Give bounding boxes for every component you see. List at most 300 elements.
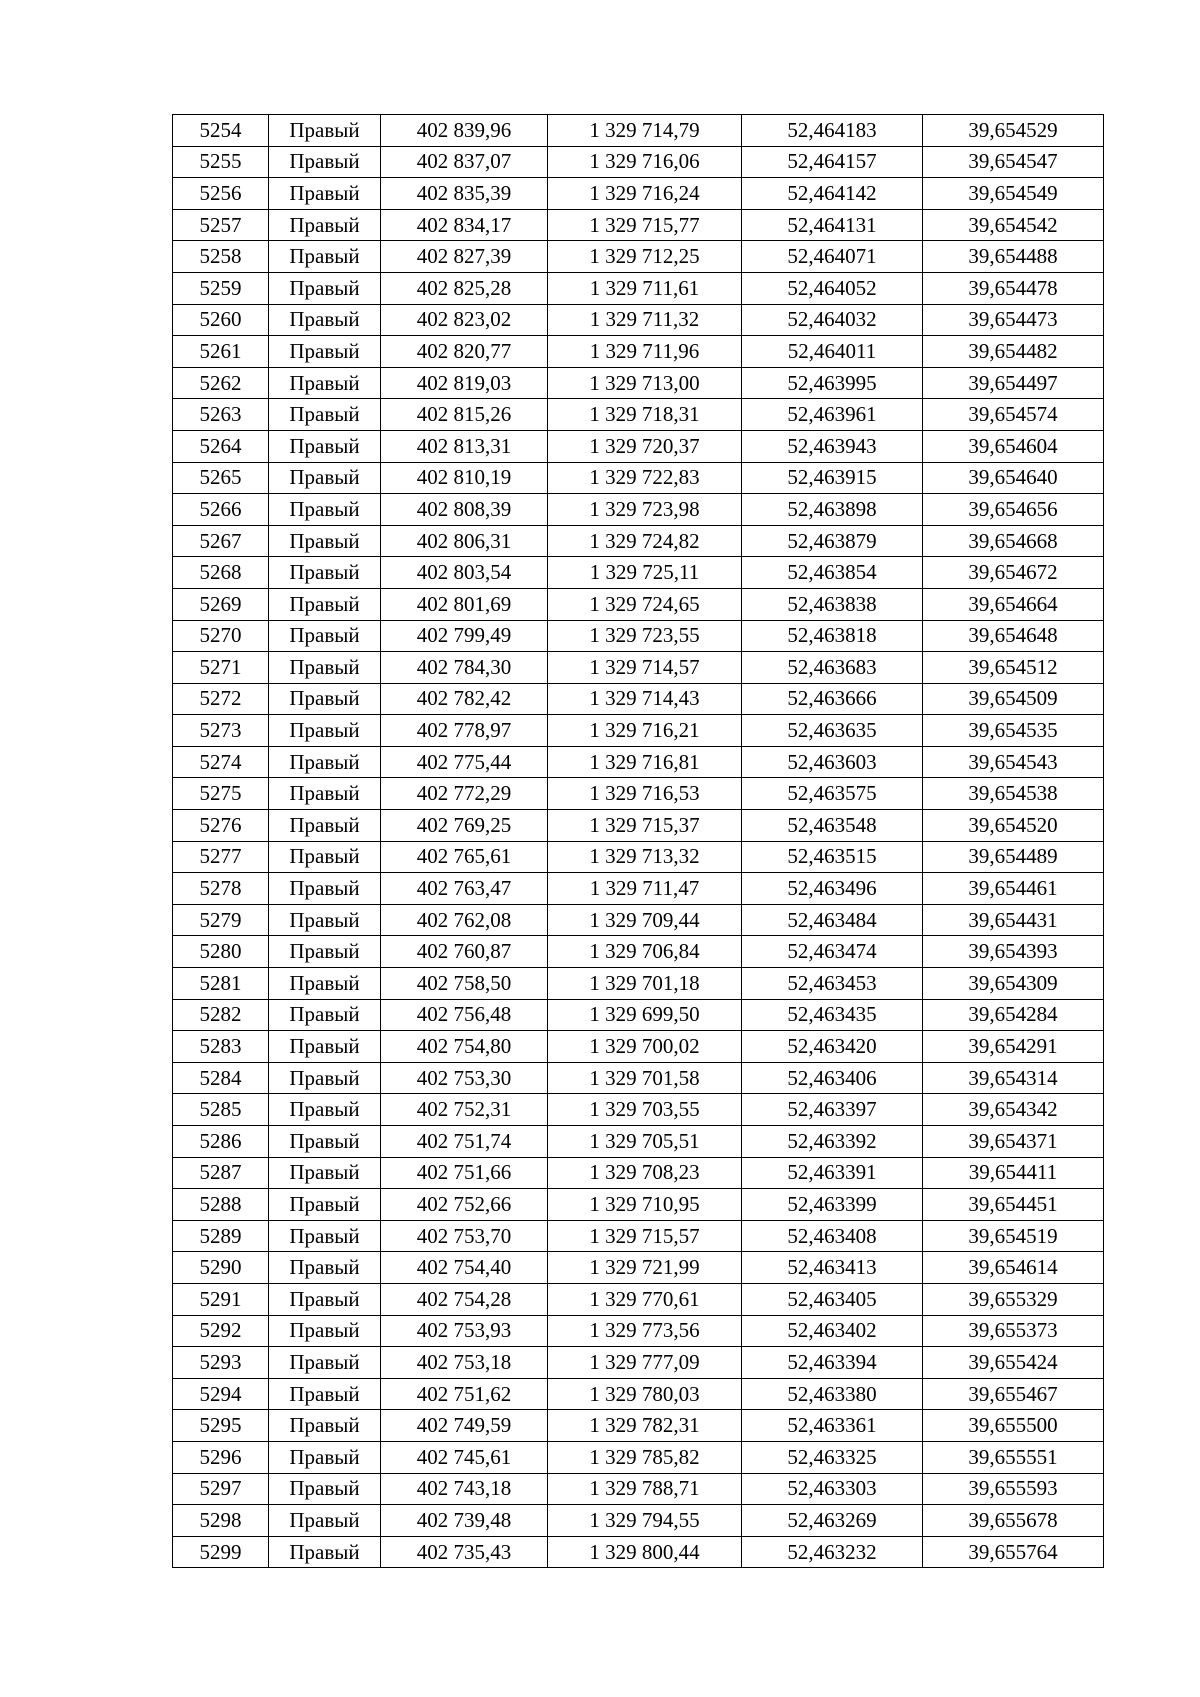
longitude-cell: 39,654648 bbox=[923, 620, 1104, 652]
side-cell: Правый bbox=[269, 873, 381, 905]
latitude-cell: 52,463394 bbox=[742, 1347, 923, 1379]
point-number-cell: 5260 bbox=[173, 304, 269, 336]
latitude-cell: 52,463303 bbox=[742, 1473, 923, 1505]
side-cell: Правый bbox=[269, 146, 381, 178]
table-row bbox=[173, 146, 1104, 178]
point-number-cell: 5256 bbox=[173, 178, 269, 210]
point-number-cell: 5295 bbox=[173, 1410, 269, 1442]
latitude-cell: 52,463405 bbox=[742, 1283, 923, 1315]
latitude-cell: 52,463995 bbox=[742, 367, 923, 399]
y-coordinate-cell: 1 329 716,21 bbox=[548, 715, 742, 747]
y-coordinate-cell: 1 329 713,00 bbox=[548, 367, 742, 399]
longitude-cell: 39,654314 bbox=[923, 1062, 1104, 1094]
point-number-cell: 5280 bbox=[173, 936, 269, 968]
point-number-cell: 5275 bbox=[173, 778, 269, 810]
side-cell: Правый bbox=[269, 399, 381, 431]
table-row bbox=[173, 904, 1104, 936]
x-coordinate-cell: 402 839,96 bbox=[381, 115, 548, 147]
latitude-cell: 52,464142 bbox=[742, 178, 923, 210]
table-row bbox=[173, 494, 1104, 526]
latitude-cell: 52,463391 bbox=[742, 1157, 923, 1189]
x-coordinate-cell: 402 834,17 bbox=[381, 209, 548, 241]
y-coordinate-cell: 1 329 721,99 bbox=[548, 1252, 742, 1284]
side-cell: Правый bbox=[269, 241, 381, 273]
latitude-cell: 52,463635 bbox=[742, 715, 923, 747]
point-number-cell: 5266 bbox=[173, 494, 269, 526]
side-cell: Правый bbox=[269, 1220, 381, 1252]
latitude-cell: 52,463838 bbox=[742, 588, 923, 620]
latitude-cell: 52,463515 bbox=[742, 841, 923, 873]
table-row bbox=[173, 810, 1104, 842]
longitude-cell: 39,654478 bbox=[923, 272, 1104, 304]
longitude-cell: 39,655329 bbox=[923, 1283, 1104, 1315]
longitude-cell: 39,654473 bbox=[923, 304, 1104, 336]
x-coordinate-cell: 402 754,40 bbox=[381, 1252, 548, 1284]
side-cell: Правый bbox=[269, 304, 381, 336]
x-coordinate-cell: 402 751,66 bbox=[381, 1157, 548, 1189]
longitude-cell: 39,654664 bbox=[923, 588, 1104, 620]
y-coordinate-cell: 1 329 703,55 bbox=[548, 1094, 742, 1126]
table-row bbox=[173, 1157, 1104, 1189]
side-cell: Правый bbox=[269, 1410, 381, 1442]
side-cell: Правый bbox=[269, 1062, 381, 1094]
side-cell: Правый bbox=[269, 494, 381, 526]
latitude-cell: 52,463818 bbox=[742, 620, 923, 652]
table-row bbox=[173, 778, 1104, 810]
table-row bbox=[173, 304, 1104, 336]
side-cell: Правый bbox=[269, 620, 381, 652]
latitude-cell: 52,463361 bbox=[742, 1410, 923, 1442]
table-row bbox=[173, 1441, 1104, 1473]
latitude-cell: 52,463603 bbox=[742, 746, 923, 778]
x-coordinate-cell: 402 763,47 bbox=[381, 873, 548, 905]
x-coordinate-cell: 402 784,30 bbox=[381, 652, 548, 684]
latitude-cell: 52,463898 bbox=[742, 494, 923, 526]
side-cell: Правый bbox=[269, 999, 381, 1031]
point-number-cell: 5263 bbox=[173, 399, 269, 431]
side-cell: Правый bbox=[269, 367, 381, 399]
x-coordinate-cell: 402 762,08 bbox=[381, 904, 548, 936]
side-cell: Правый bbox=[269, 683, 381, 715]
point-number-cell: 5255 bbox=[173, 146, 269, 178]
side-cell: Правый bbox=[269, 178, 381, 210]
y-coordinate-cell: 1 329 714,57 bbox=[548, 652, 742, 684]
longitude-cell: 39,654342 bbox=[923, 1094, 1104, 1126]
latitude-cell: 52,464032 bbox=[742, 304, 923, 336]
x-coordinate-cell: 402 815,26 bbox=[381, 399, 548, 431]
point-number-cell: 5259 bbox=[173, 272, 269, 304]
x-coordinate-cell: 402 827,39 bbox=[381, 241, 548, 273]
table-row bbox=[173, 115, 1104, 147]
table-row bbox=[173, 1189, 1104, 1221]
side-cell: Правый bbox=[269, 1378, 381, 1410]
latitude-cell: 52,463666 bbox=[742, 683, 923, 715]
longitude-cell: 39,655593 bbox=[923, 1473, 1104, 1505]
y-coordinate-cell: 1 329 718,31 bbox=[548, 399, 742, 431]
point-number-cell: 5276 bbox=[173, 810, 269, 842]
longitude-cell: 39,654371 bbox=[923, 1126, 1104, 1158]
point-number-cell: 5268 bbox=[173, 557, 269, 589]
y-coordinate-cell: 1 329 725,11 bbox=[548, 557, 742, 589]
side-cell: Правый bbox=[269, 841, 381, 873]
point-number-cell: 5296 bbox=[173, 1441, 269, 1473]
y-coordinate-cell: 1 329 716,24 bbox=[548, 178, 742, 210]
side-cell: Правый bbox=[269, 430, 381, 462]
point-number-cell: 5283 bbox=[173, 1031, 269, 1063]
x-coordinate-cell: 402 803,54 bbox=[381, 557, 548, 589]
longitude-cell: 39,654520 bbox=[923, 810, 1104, 842]
point-number-cell: 5277 bbox=[173, 841, 269, 873]
latitude-cell: 52,464157 bbox=[742, 146, 923, 178]
longitude-cell: 39,655424 bbox=[923, 1347, 1104, 1379]
point-number-cell: 5286 bbox=[173, 1126, 269, 1158]
point-number-cell: 5274 bbox=[173, 746, 269, 778]
latitude-cell: 52,463683 bbox=[742, 652, 923, 684]
point-number-cell: 5270 bbox=[173, 620, 269, 652]
longitude-cell: 39,654393 bbox=[923, 936, 1104, 968]
x-coordinate-cell: 402 739,48 bbox=[381, 1505, 548, 1537]
table-row bbox=[173, 1283, 1104, 1315]
y-coordinate-cell: 1 329 800,44 bbox=[548, 1536, 742, 1568]
x-coordinate-cell: 402 810,19 bbox=[381, 462, 548, 494]
latitude-cell: 52,463435 bbox=[742, 999, 923, 1031]
y-coordinate-cell: 1 329 710,95 bbox=[548, 1189, 742, 1221]
table-row bbox=[173, 557, 1104, 589]
y-coordinate-cell: 1 329 711,47 bbox=[548, 873, 742, 905]
side-cell: Правый bbox=[269, 1252, 381, 1284]
table-row bbox=[173, 1252, 1104, 1284]
longitude-cell: 39,654529 bbox=[923, 115, 1104, 147]
x-coordinate-cell: 402 753,70 bbox=[381, 1220, 548, 1252]
point-number-cell: 5279 bbox=[173, 904, 269, 936]
longitude-cell: 39,655678 bbox=[923, 1505, 1104, 1537]
side-cell: Правый bbox=[269, 115, 381, 147]
side-cell: Правый bbox=[269, 1536, 381, 1568]
y-coordinate-cell: 1 329 723,55 bbox=[548, 620, 742, 652]
side-cell: Правый bbox=[269, 525, 381, 557]
point-number-cell: 5288 bbox=[173, 1189, 269, 1221]
x-coordinate-cell: 402 756,48 bbox=[381, 999, 548, 1031]
x-coordinate-cell: 402 772,29 bbox=[381, 778, 548, 810]
longitude-cell: 39,654431 bbox=[923, 904, 1104, 936]
table-row bbox=[173, 936, 1104, 968]
side-cell: Правый bbox=[269, 1283, 381, 1315]
side-cell: Правый bbox=[269, 936, 381, 968]
x-coordinate-cell: 402 808,39 bbox=[381, 494, 548, 526]
side-cell: Правый bbox=[269, 1031, 381, 1063]
table-row bbox=[173, 1031, 1104, 1063]
point-number-cell: 5294 bbox=[173, 1378, 269, 1410]
x-coordinate-cell: 402 760,87 bbox=[381, 936, 548, 968]
side-cell: Правый bbox=[269, 588, 381, 620]
latitude-cell: 52,463961 bbox=[742, 399, 923, 431]
side-cell: Правый bbox=[269, 336, 381, 368]
y-coordinate-cell: 1 329 716,81 bbox=[548, 746, 742, 778]
coordinates-table bbox=[172, 114, 1104, 1568]
x-coordinate-cell: 402 823,02 bbox=[381, 304, 548, 336]
point-number-cell: 5298 bbox=[173, 1505, 269, 1537]
table-row bbox=[173, 999, 1104, 1031]
point-number-cell: 5297 bbox=[173, 1473, 269, 1505]
x-coordinate-cell: 402 753,30 bbox=[381, 1062, 548, 1094]
point-number-cell: 5281 bbox=[173, 968, 269, 1000]
longitude-cell: 39,654519 bbox=[923, 1220, 1104, 1252]
side-cell: Правый bbox=[269, 810, 381, 842]
table-row bbox=[173, 525, 1104, 557]
latitude-cell: 52,463548 bbox=[742, 810, 923, 842]
longitude-cell: 39,654411 bbox=[923, 1157, 1104, 1189]
side-cell: Правый bbox=[269, 715, 381, 747]
point-number-cell: 5273 bbox=[173, 715, 269, 747]
longitude-cell: 39,654672 bbox=[923, 557, 1104, 589]
y-coordinate-cell: 1 329 794,55 bbox=[548, 1505, 742, 1537]
latitude-cell: 52,464052 bbox=[742, 272, 923, 304]
longitude-cell: 39,654482 bbox=[923, 336, 1104, 368]
table-row bbox=[173, 1126, 1104, 1158]
x-coordinate-cell: 402 752,31 bbox=[381, 1094, 548, 1126]
coordinates-table-body bbox=[173, 115, 1104, 1568]
table-row bbox=[173, 841, 1104, 873]
y-coordinate-cell: 1 329 712,25 bbox=[548, 241, 742, 273]
x-coordinate-cell: 402 752,66 bbox=[381, 1189, 548, 1221]
latitude-cell: 52,464131 bbox=[742, 209, 923, 241]
longitude-cell: 39,654451 bbox=[923, 1189, 1104, 1221]
table-row bbox=[173, 1378, 1104, 1410]
latitude-cell: 52,463575 bbox=[742, 778, 923, 810]
x-coordinate-cell: 402 835,39 bbox=[381, 178, 548, 210]
x-coordinate-cell: 402 819,03 bbox=[381, 367, 548, 399]
y-coordinate-cell: 1 329 715,77 bbox=[548, 209, 742, 241]
side-cell: Правый bbox=[269, 652, 381, 684]
side-cell: Правый bbox=[269, 272, 381, 304]
x-coordinate-cell: 402 806,31 bbox=[381, 525, 548, 557]
x-coordinate-cell: 402 751,74 bbox=[381, 1126, 548, 1158]
y-coordinate-cell: 1 329 773,56 bbox=[548, 1315, 742, 1347]
x-coordinate-cell: 402 769,25 bbox=[381, 810, 548, 842]
y-coordinate-cell: 1 329 711,61 bbox=[548, 272, 742, 304]
point-number-cell: 5299 bbox=[173, 1536, 269, 1568]
point-number-cell: 5285 bbox=[173, 1094, 269, 1126]
point-number-cell: 5271 bbox=[173, 652, 269, 684]
y-coordinate-cell: 1 329 711,96 bbox=[548, 336, 742, 368]
point-number-cell: 5258 bbox=[173, 241, 269, 273]
table-row bbox=[173, 336, 1104, 368]
longitude-cell: 39,654574 bbox=[923, 399, 1104, 431]
longitude-cell: 39,654538 bbox=[923, 778, 1104, 810]
point-number-cell: 5257 bbox=[173, 209, 269, 241]
y-coordinate-cell: 1 329 705,51 bbox=[548, 1126, 742, 1158]
longitude-cell: 39,654461 bbox=[923, 873, 1104, 905]
x-coordinate-cell: 402 753,93 bbox=[381, 1315, 548, 1347]
longitude-cell: 39,654509 bbox=[923, 683, 1104, 715]
longitude-cell: 39,654668 bbox=[923, 525, 1104, 557]
longitude-cell: 39,654488 bbox=[923, 241, 1104, 273]
x-coordinate-cell: 402 775,44 bbox=[381, 746, 548, 778]
y-coordinate-cell: 1 329 715,37 bbox=[548, 810, 742, 842]
table-row bbox=[173, 652, 1104, 684]
table-row bbox=[173, 683, 1104, 715]
side-cell: Правый bbox=[269, 778, 381, 810]
longitude-cell: 39,654656 bbox=[923, 494, 1104, 526]
longitude-cell: 39,654309 bbox=[923, 968, 1104, 1000]
x-coordinate-cell: 402 820,77 bbox=[381, 336, 548, 368]
table-row bbox=[173, 1062, 1104, 1094]
side-cell: Правый bbox=[269, 1473, 381, 1505]
longitude-cell: 39,654549 bbox=[923, 178, 1104, 210]
x-coordinate-cell: 402 837,07 bbox=[381, 146, 548, 178]
table-row bbox=[173, 873, 1104, 905]
side-cell: Правый bbox=[269, 1094, 381, 1126]
latitude-cell: 52,463406 bbox=[742, 1062, 923, 1094]
table-row bbox=[173, 178, 1104, 210]
point-number-cell: 5289 bbox=[173, 1220, 269, 1252]
point-number-cell: 5265 bbox=[173, 462, 269, 494]
y-coordinate-cell: 1 329 724,65 bbox=[548, 588, 742, 620]
longitude-cell: 39,654542 bbox=[923, 209, 1104, 241]
side-cell: Правый bbox=[269, 1315, 381, 1347]
point-number-cell: 5267 bbox=[173, 525, 269, 557]
y-coordinate-cell: 1 329 722,83 bbox=[548, 462, 742, 494]
point-number-cell: 5287 bbox=[173, 1157, 269, 1189]
x-coordinate-cell: 402 799,49 bbox=[381, 620, 548, 652]
table-row bbox=[173, 968, 1104, 1000]
x-coordinate-cell: 402 765,61 bbox=[381, 841, 548, 873]
x-coordinate-cell: 402 754,80 bbox=[381, 1031, 548, 1063]
longitude-cell: 39,654614 bbox=[923, 1252, 1104, 1284]
longitude-cell: 39,654543 bbox=[923, 746, 1104, 778]
side-cell: Правый bbox=[269, 1441, 381, 1473]
table-row bbox=[173, 462, 1104, 494]
y-coordinate-cell: 1 329 699,50 bbox=[548, 999, 742, 1031]
y-coordinate-cell: 1 329 716,53 bbox=[548, 778, 742, 810]
point-number-cell: 5290 bbox=[173, 1252, 269, 1284]
x-coordinate-cell: 402 754,28 bbox=[381, 1283, 548, 1315]
point-number-cell: 5254 bbox=[173, 115, 269, 147]
longitude-cell: 39,654640 bbox=[923, 462, 1104, 494]
y-coordinate-cell: 1 329 713,32 bbox=[548, 841, 742, 873]
side-cell: Правый bbox=[269, 1157, 381, 1189]
table-row bbox=[173, 399, 1104, 431]
x-coordinate-cell: 402 825,28 bbox=[381, 272, 548, 304]
table-row bbox=[173, 1473, 1104, 1505]
point-number-cell: 5292 bbox=[173, 1315, 269, 1347]
point-number-cell: 5291 bbox=[173, 1283, 269, 1315]
latitude-cell: 52,463484 bbox=[742, 904, 923, 936]
y-coordinate-cell: 1 329 706,84 bbox=[548, 936, 742, 968]
table-row bbox=[173, 715, 1104, 747]
longitude-cell: 39,654489 bbox=[923, 841, 1104, 873]
x-coordinate-cell: 402 751,62 bbox=[381, 1378, 548, 1410]
latitude-cell: 52,463408 bbox=[742, 1220, 923, 1252]
longitude-cell: 39,654535 bbox=[923, 715, 1104, 747]
y-coordinate-cell: 1 329 782,31 bbox=[548, 1410, 742, 1442]
latitude-cell: 52,463879 bbox=[742, 525, 923, 557]
y-coordinate-cell: 1 329 720,37 bbox=[548, 430, 742, 462]
table-row bbox=[173, 1536, 1104, 1568]
latitude-cell: 52,463943 bbox=[742, 430, 923, 462]
table-row bbox=[173, 1505, 1104, 1537]
longitude-cell: 39,655764 bbox=[923, 1536, 1104, 1568]
latitude-cell: 52,463474 bbox=[742, 936, 923, 968]
latitude-cell: 52,463402 bbox=[742, 1315, 923, 1347]
table-row bbox=[173, 588, 1104, 620]
x-coordinate-cell: 402 753,18 bbox=[381, 1347, 548, 1379]
y-coordinate-cell: 1 329 777,09 bbox=[548, 1347, 742, 1379]
longitude-cell: 39,654284 bbox=[923, 999, 1104, 1031]
side-cell: Правый bbox=[269, 904, 381, 936]
latitude-cell: 52,463915 bbox=[742, 462, 923, 494]
longitude-cell: 39,654604 bbox=[923, 430, 1104, 462]
latitude-cell: 52,463399 bbox=[742, 1189, 923, 1221]
y-coordinate-cell: 1 329 780,03 bbox=[548, 1378, 742, 1410]
longitude-cell: 39,655467 bbox=[923, 1378, 1104, 1410]
x-coordinate-cell: 402 745,61 bbox=[381, 1441, 548, 1473]
table-row bbox=[173, 1315, 1104, 1347]
side-cell: Правый bbox=[269, 1126, 381, 1158]
point-number-cell: 5269 bbox=[173, 588, 269, 620]
x-coordinate-cell: 402 801,69 bbox=[381, 588, 548, 620]
table-row bbox=[173, 1220, 1104, 1252]
y-coordinate-cell: 1 329 715,57 bbox=[548, 1220, 742, 1252]
side-cell: Правый bbox=[269, 746, 381, 778]
side-cell: Правый bbox=[269, 462, 381, 494]
y-coordinate-cell: 1 329 700,02 bbox=[548, 1031, 742, 1063]
longitude-cell: 39,654547 bbox=[923, 146, 1104, 178]
table-row bbox=[173, 1347, 1104, 1379]
y-coordinate-cell: 1 329 711,32 bbox=[548, 304, 742, 336]
side-cell: Правый bbox=[269, 1505, 381, 1537]
latitude-cell: 52,463392 bbox=[742, 1126, 923, 1158]
point-number-cell: 5282 bbox=[173, 999, 269, 1031]
latitude-cell: 52,463269 bbox=[742, 1505, 923, 1537]
y-coordinate-cell: 1 329 723,98 bbox=[548, 494, 742, 526]
point-number-cell: 5293 bbox=[173, 1347, 269, 1379]
y-coordinate-cell: 1 329 708,23 bbox=[548, 1157, 742, 1189]
y-coordinate-cell: 1 329 701,58 bbox=[548, 1062, 742, 1094]
latitude-cell: 52,463232 bbox=[742, 1536, 923, 1568]
y-coordinate-cell: 1 329 788,71 bbox=[548, 1473, 742, 1505]
table-row bbox=[173, 1094, 1104, 1126]
latitude-cell: 52,463420 bbox=[742, 1031, 923, 1063]
x-coordinate-cell: 402 782,42 bbox=[381, 683, 548, 715]
point-number-cell: 5272 bbox=[173, 683, 269, 715]
longitude-cell: 39,655373 bbox=[923, 1315, 1104, 1347]
x-coordinate-cell: 402 758,50 bbox=[381, 968, 548, 1000]
longitude-cell: 39,654291 bbox=[923, 1031, 1104, 1063]
latitude-cell: 52,464183 bbox=[742, 115, 923, 147]
point-number-cell: 5264 bbox=[173, 430, 269, 462]
side-cell: Правый bbox=[269, 557, 381, 589]
x-coordinate-cell: 402 735,43 bbox=[381, 1536, 548, 1568]
longitude-cell: 39,655500 bbox=[923, 1410, 1104, 1442]
longitude-cell: 39,655551 bbox=[923, 1441, 1104, 1473]
table-row bbox=[173, 209, 1104, 241]
latitude-cell: 52,463854 bbox=[742, 557, 923, 589]
table-row bbox=[173, 430, 1104, 462]
y-coordinate-cell: 1 329 714,43 bbox=[548, 683, 742, 715]
point-number-cell: 5261 bbox=[173, 336, 269, 368]
y-coordinate-cell: 1 329 714,79 bbox=[548, 115, 742, 147]
table-row bbox=[173, 620, 1104, 652]
x-coordinate-cell: 402 778,97 bbox=[381, 715, 548, 747]
latitude-cell: 52,463413 bbox=[742, 1252, 923, 1284]
table-row bbox=[173, 1410, 1104, 1442]
side-cell: Правый bbox=[269, 968, 381, 1000]
latitude-cell: 52,463380 bbox=[742, 1378, 923, 1410]
table-row bbox=[173, 746, 1104, 778]
x-coordinate-cell: 402 743,18 bbox=[381, 1473, 548, 1505]
longitude-cell: 39,654512 bbox=[923, 652, 1104, 684]
